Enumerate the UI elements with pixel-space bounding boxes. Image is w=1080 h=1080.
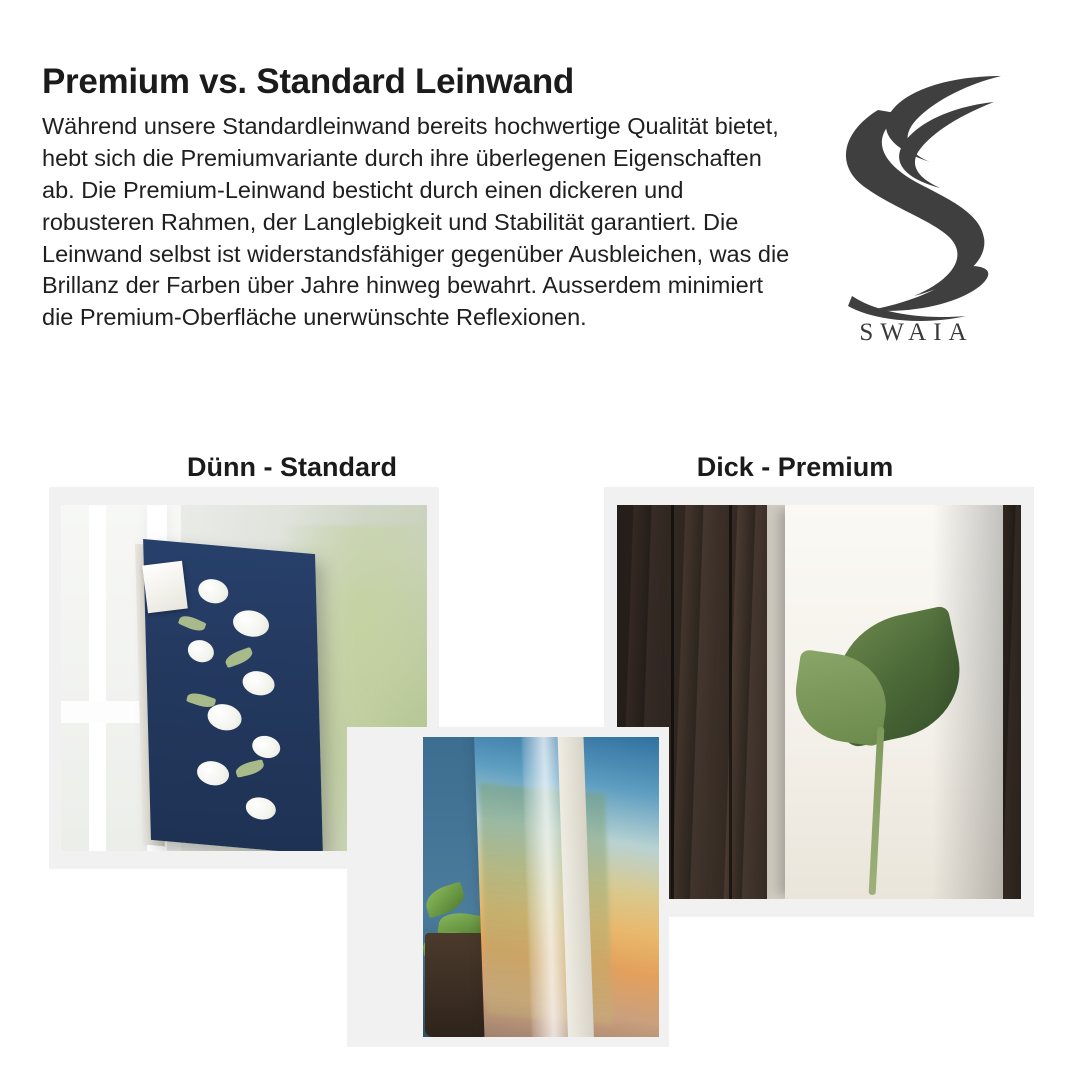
standard-canvas-label-tag: [142, 561, 188, 614]
swaia-s-logo-icon: [818, 70, 1008, 325]
description-paragraph: Während unsere Standardleinwand bereits hochwertige Qualität bietet, hebt sich die Premiumvariante durch ihre überlegenen Eigenschaften ab. Die Premium-Leinwand besticht durch einen dickeren und robusteren Rahmen, der Langlebigkeit und Stabilität garantiert. Die Leinwand selbst ist widerstandsfähiger gegenüber Ausbleichen, was die Brillanz der Farben über Jahre hinweg bewahrt. Ausserdem minimiert die Premium-Oberfläche unerwünschte Reflexionen.: [42, 113, 790, 331]
premium-canvas-frame-edge: [767, 505, 787, 899]
brand-wordmark: SWAIA: [859, 319, 974, 346]
premium-canvas-print: [785, 505, 1003, 899]
caption-standard: Dünn - Standard: [187, 452, 397, 482]
caption-premium: Dick - Premium: [696, 452, 894, 482]
detail-photo-plant-pot: [425, 933, 489, 1037]
canvas-edge-detail-card: [347, 727, 669, 1047]
page-title: Premium vs. Standard Leinwand: [42, 62, 574, 101]
premium-print-stem: [869, 727, 885, 895]
canvas-edge-detail-photo: [423, 737, 659, 1037]
brand-logo: [808, 70, 1018, 370]
header-text-block: [42, 62, 812, 334]
premium-canvas-photo: [617, 505, 1021, 899]
